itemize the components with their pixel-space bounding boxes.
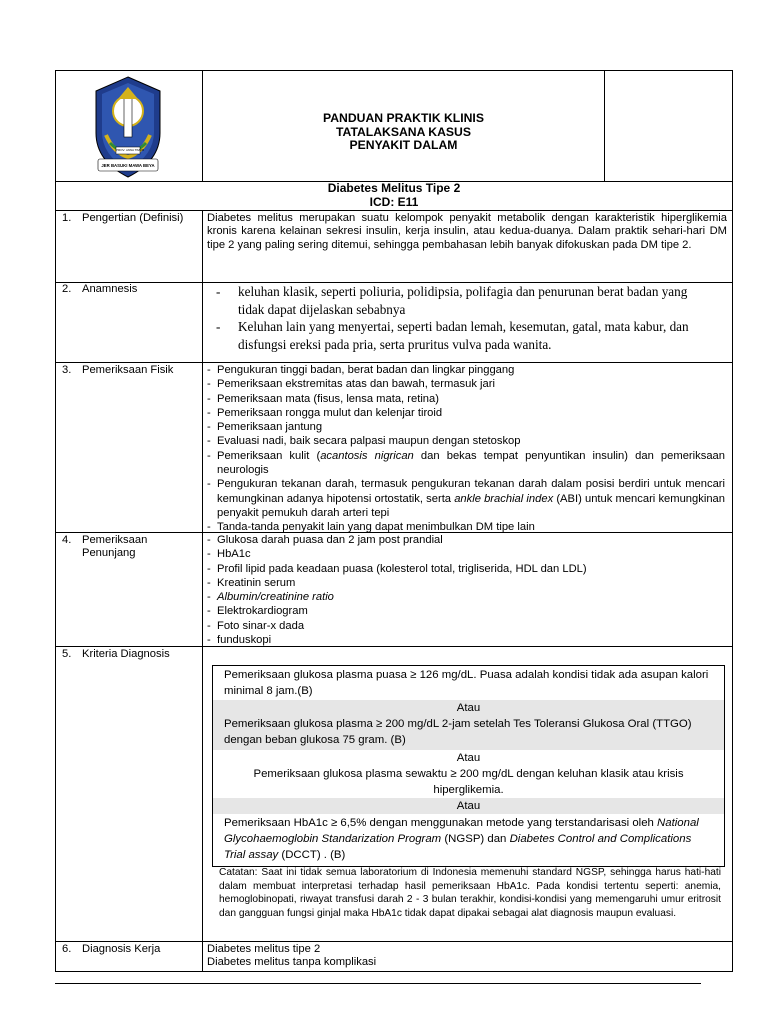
text-run: Pengukuran tekanan darah, termasuk pengukuran tekanan darah dalam posisi berdiri untuk mencari kemungkinan adanya hipotensi ortostatik, serta xyxy=(217,478,725,505)
criteria-separator: Atau xyxy=(213,700,724,716)
icd-code: ICD: E11 xyxy=(369,194,419,209)
text-run: Pemeriksaan HbA1c ≥ 6,5% dengan menggunakan metode yang terstandarisasi oleh xyxy=(224,817,658,829)
section-number: 4. xyxy=(62,534,72,546)
footer-rule xyxy=(55,983,701,984)
list-item: - Foto sinar-x dada xyxy=(207,619,725,633)
italic-term: ankle brachial index xyxy=(454,492,554,505)
section-label: Pengertian (Definisi) xyxy=(82,212,184,224)
supporting-exam-list xyxy=(207,533,725,647)
criteria-note: Catatan: Saat ini tidak semua laboratorium di Indonesia memenuhi standard NGSP, sehingga harus hati-hati dalam membuat interpretasi terhadap hasil pemeriksaan HbA1c. Pada kondisi tertentu seperti: anemia, hemoglobinopati, riwayat transfusi darah 2 - 3 bulan terakhir, kondisi-kondisi yang memengaruhi umur eritrosit dan gangguan fungsi ginjal maka HbA1c tidak dapat dipakai sebagai alat diagnosis maupun evaluasi. xyxy=(219,867,721,919)
section-label: Kriteria Diagnosis xyxy=(82,648,170,660)
disease-name: Diabetes Melitus Tipe 2 xyxy=(327,181,461,195)
title-line: PANDUAN PRAKTIK KLINIS xyxy=(323,111,484,125)
italic-term: National Glycohaemoglobin Standarization Program xyxy=(224,817,699,845)
text-run: (NGSP) dan xyxy=(441,833,510,845)
table-border-top xyxy=(55,70,733,71)
section-label: Diagnosis Kerja xyxy=(82,943,161,955)
diagnosis-line: Diabetes melitus tipe 2 xyxy=(207,943,321,955)
header-divider xyxy=(604,70,605,181)
list-item: - Pemeriksaan rongga mulut dan kelenjar tiroid xyxy=(207,406,725,420)
criteria-item: Pemeriksaan glukosa plasma puasa ≥ 126 mg/dL. Puasa adalah kondisi tidak ada asupan kalori minimal 8 jam.(B) xyxy=(224,669,709,697)
diagnosis-line: Diabetes melitus tanpa komplikasi xyxy=(207,956,377,969)
section-number: 2. xyxy=(62,283,72,295)
criteria-box xyxy=(212,665,725,867)
list-item: - keluhan klasik, seperti poliuria, polidipsia, polifagia dan penurunan berat badan yang tidak dapat dijelaskan sebabnya xyxy=(214,283,704,318)
list-item: - Keluhan lain yang menyertai, seperti badan lemah, kesemutan, gatal, mata kabur, dan disfungsi ereksi pada pria, serta pruritus vulva pada wanita. xyxy=(214,318,704,353)
document-title xyxy=(203,112,604,153)
section-number: 5. xyxy=(62,648,72,660)
logo-motto: JER BASUKI MAWA BEYA xyxy=(101,163,155,168)
italic-term: Albumin/creatinine ratio xyxy=(217,591,334,604)
working-diagnosis xyxy=(207,943,727,970)
list-item: - HbA1c xyxy=(207,547,725,561)
list-item: - Pengukuran tinggi badan, berat badan dan lingkar pinggang xyxy=(207,363,725,377)
list-item: - Pemeriksaan mata (fisus, lensa mata, retina) xyxy=(207,392,725,406)
list-item: - Tanda-tanda penyakit lain yang dapat menimbulkan DM tipe lain xyxy=(207,520,725,534)
disease-header xyxy=(56,182,732,209)
section-number: 6. xyxy=(62,943,72,955)
section-label: Pemeriksaan Penunjang xyxy=(82,534,148,560)
text-run: (DCCT) . (B) xyxy=(278,849,346,861)
logo-text: PROV. JAWA TIMUR xyxy=(116,148,145,152)
list-item: - Glukosa darah puasa dan 2 jam post prandial xyxy=(207,533,725,547)
criteria-item xyxy=(213,815,724,865)
logo xyxy=(88,75,168,179)
anamnesis-list xyxy=(214,283,704,353)
title-line: TATALAKSANA KASUS xyxy=(336,124,471,139)
section-number: 1. xyxy=(62,212,72,224)
criteria-item: Pemeriksaan glukosa plasma sewaktu ≥ 200 mg/dL dengan keluhan klasik atau krisis hiperglikemia. xyxy=(253,768,684,796)
list-item: - Kreatinin serum xyxy=(207,576,725,590)
column-divider xyxy=(202,210,203,971)
italic-term: Diabetes Control and Complications Trial assay xyxy=(224,833,692,861)
list-item: - Elektrokardiogram xyxy=(207,604,725,618)
physical-exam-list xyxy=(207,363,725,535)
text-run: Pemeriksaan kulit ( xyxy=(217,449,321,462)
list-item: - Evaluasi nadi, baik secara palpasi maupun dengan stetoskop xyxy=(207,434,725,448)
italic-term: acantosis nigrican xyxy=(320,449,414,462)
definition-text: Diabetes melitus merupakan suatu kelompok penyakit metabolik dengan karakteristik hiperglikemia kronis karena kelainan sekresi insulin, kerja insulin, atau kedua-duanya. Dalam praktik sehari-hari DM tipe 2 yang paling sering ditemui, sehingga pembahasan lebih banyak difokuskan pada DM tipe 2. xyxy=(207,212,727,251)
text-run: (ABI) untuk mencari kemungkinan penyakit pemukuh darah arteri tepi xyxy=(217,492,725,519)
text-run: dan bekas tempat penyuntikan insulin) dan pemeriksaan neurologis xyxy=(217,449,725,477)
table-border-bottom xyxy=(55,971,733,972)
table-divider xyxy=(55,941,733,942)
criteria-separator: Atau xyxy=(213,798,724,814)
section-label: Anamnesis xyxy=(82,283,138,295)
list-item: - Pemeriksaan jantung xyxy=(207,420,725,434)
criteria-item: Pemeriksaan glukosa plasma ≥ 200 mg/dL 2-jam setelah Tes Toleransi Glukosa Oral (TTGO) dengan beban glukosa 75 gram. (B) xyxy=(213,716,724,750)
title-line: PENYAKIT DALAM xyxy=(349,138,458,153)
list-item xyxy=(207,477,725,520)
criteria-separator: Atau xyxy=(456,752,481,764)
list-item: - funduskopi xyxy=(207,633,725,647)
table-border-right xyxy=(732,70,733,971)
list-item: - Pemeriksaan ekstremitas atas dan bawah, termasuk jari xyxy=(207,377,725,391)
table-divider xyxy=(55,210,733,211)
section-number: 3. xyxy=(62,364,72,376)
section-label: Pemeriksaan Fisik xyxy=(82,364,174,376)
list-item xyxy=(207,590,725,604)
list-item: - Profil lipid pada keadaan puasa (kolesterol total, trigliserida, HDL dan LDL) xyxy=(207,562,725,576)
list-item xyxy=(207,449,725,478)
